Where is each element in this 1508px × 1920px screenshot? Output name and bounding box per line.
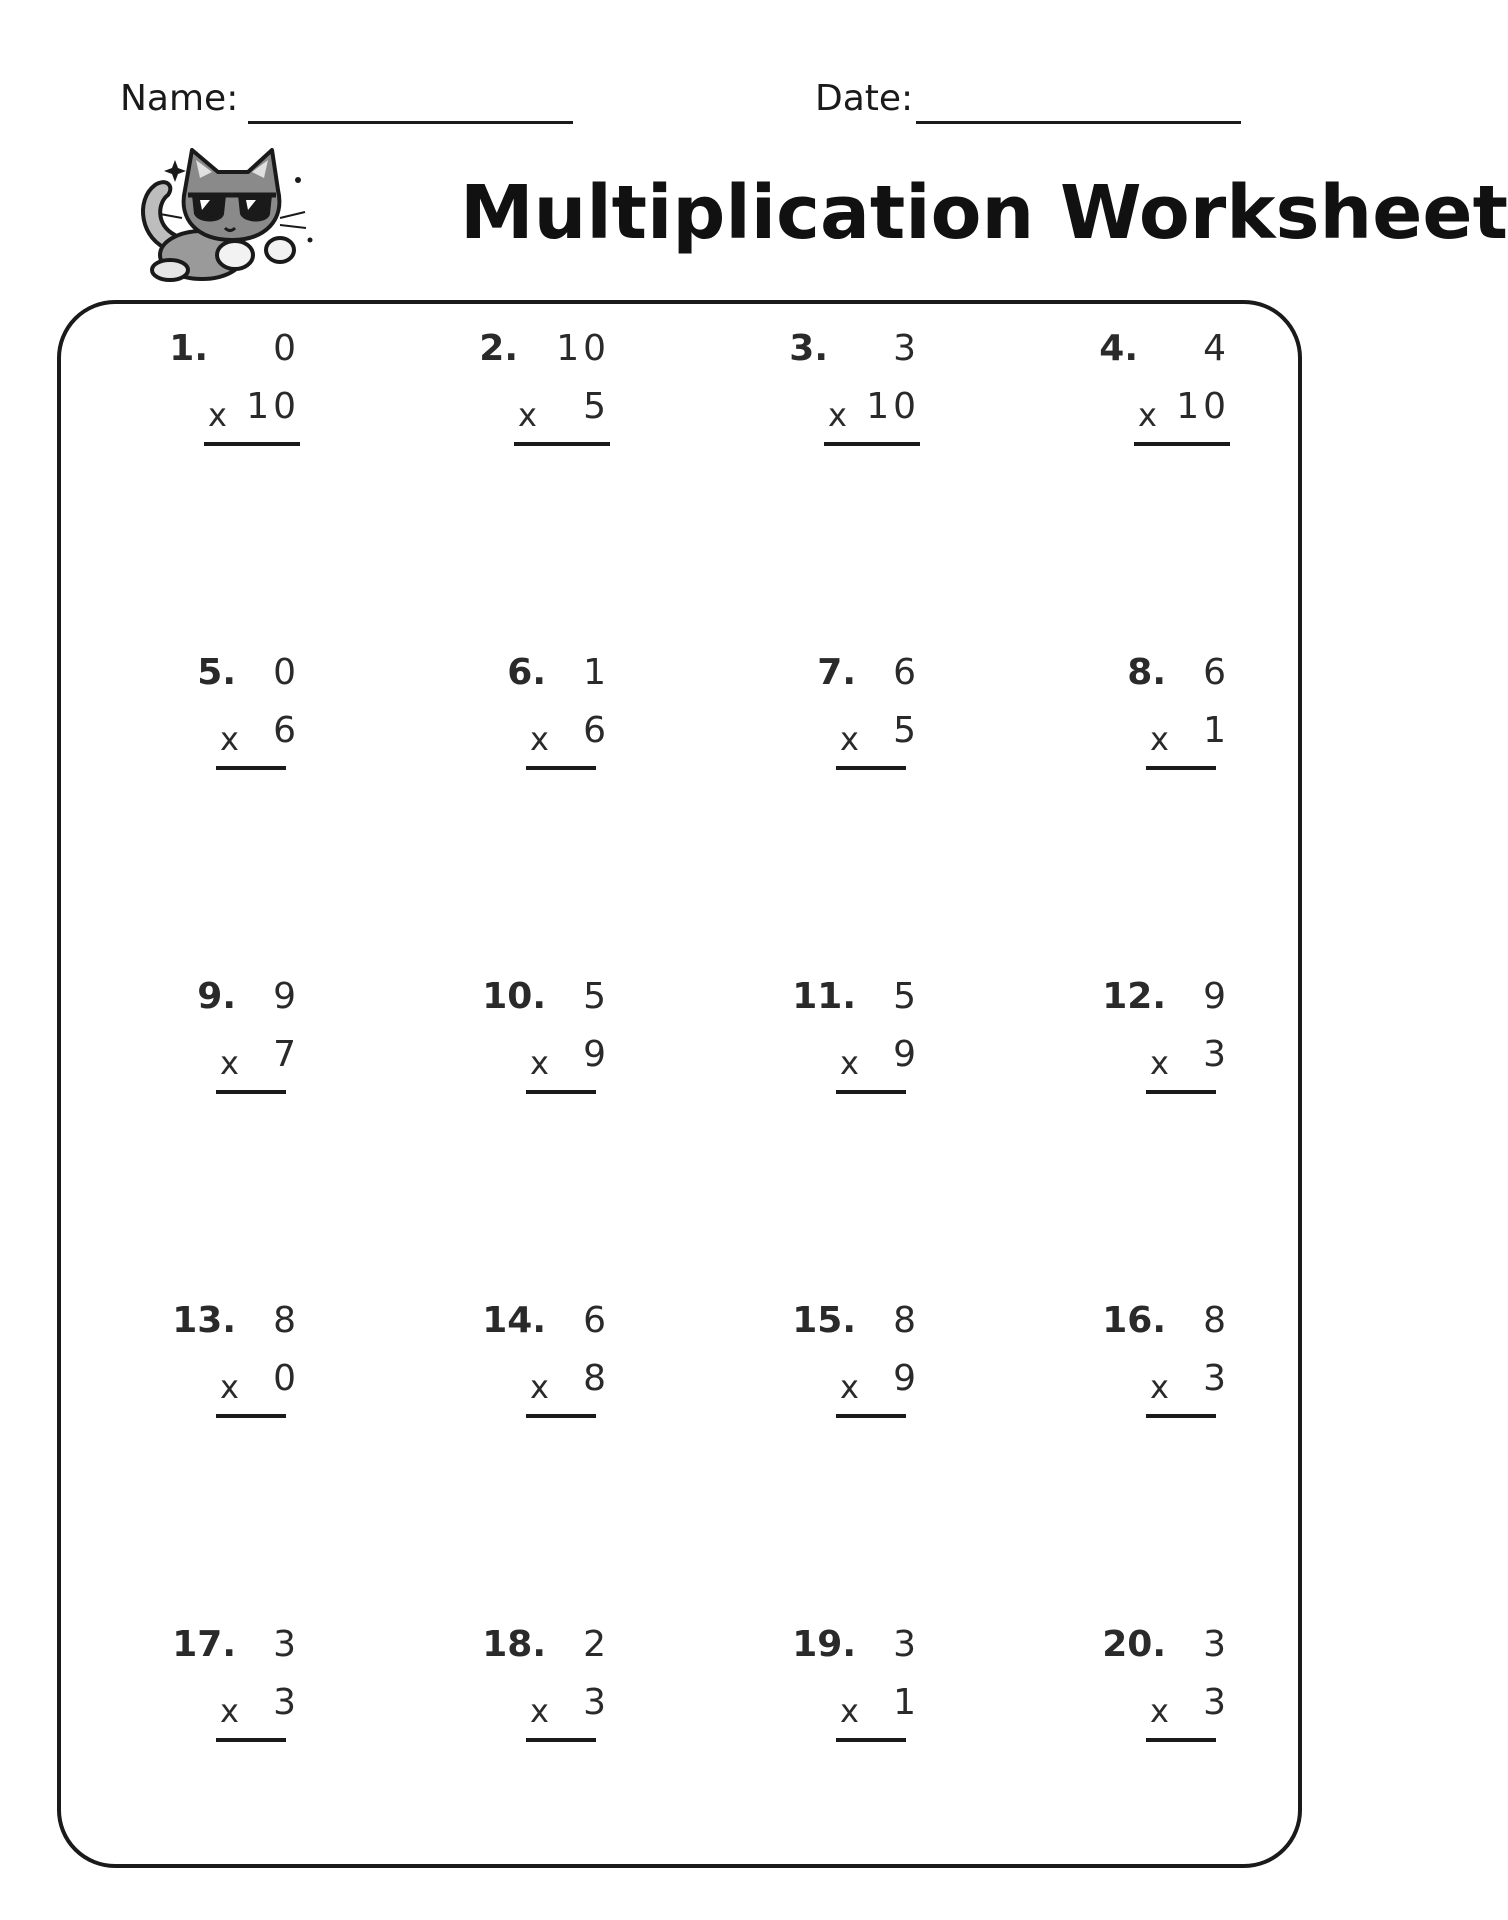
name-field[interactable] bbox=[120, 78, 238, 119]
multiplicand: 6 bbox=[1203, 652, 1230, 693]
problem-6 bbox=[350, 652, 610, 792]
multiplier: 9 bbox=[893, 1034, 920, 1075]
problem-3 bbox=[660, 328, 920, 468]
answer-line[interactable] bbox=[514, 442, 610, 446]
multiplier: 6 bbox=[583, 710, 610, 751]
name-label: Name: bbox=[120, 78, 239, 119]
problem-number: 20. bbox=[1102, 1624, 1166, 1665]
problem-16 bbox=[970, 1300, 1230, 1440]
problem-number: 13. bbox=[172, 1300, 236, 1341]
multiplicand: 3 bbox=[893, 328, 920, 369]
problem-14 bbox=[350, 1300, 610, 1440]
name-blank-line[interactable] bbox=[248, 121, 573, 124]
times-sign: x bbox=[220, 720, 239, 758]
multiplier: 10 bbox=[246, 386, 300, 427]
multiplier: 10 bbox=[866, 386, 920, 427]
times-sign: x bbox=[530, 1368, 549, 1406]
cat-with-sunglasses-icon bbox=[130, 140, 330, 285]
times-sign: x bbox=[840, 1044, 859, 1082]
problem-number: 19. bbox=[792, 1624, 856, 1665]
multiplier: 9 bbox=[583, 1034, 610, 1075]
problem-5 bbox=[40, 652, 300, 792]
multiplicand: 10 bbox=[556, 328, 610, 369]
problem-8 bbox=[970, 652, 1230, 792]
problem-4 bbox=[970, 328, 1230, 468]
date-field[interactable] bbox=[815, 78, 913, 119]
times-sign: x bbox=[530, 1044, 549, 1082]
times-sign: x bbox=[530, 720, 549, 758]
times-sign: x bbox=[220, 1692, 239, 1730]
multiplicand: 4 bbox=[1203, 328, 1230, 369]
times-sign: x bbox=[840, 1692, 859, 1730]
problem-15 bbox=[660, 1300, 920, 1440]
answer-line[interactable] bbox=[836, 1414, 906, 1418]
problem-number: 1. bbox=[169, 328, 208, 369]
answer-line[interactable] bbox=[204, 442, 300, 446]
problem-7 bbox=[660, 652, 920, 792]
multiplier: 7 bbox=[273, 1034, 300, 1075]
answer-line[interactable] bbox=[526, 1738, 596, 1742]
multiplier: 8 bbox=[583, 1358, 610, 1399]
answer-line[interactable] bbox=[824, 442, 920, 446]
problem-1 bbox=[40, 328, 300, 468]
multiplier: 3 bbox=[1203, 1682, 1230, 1723]
multiplicand: 5 bbox=[583, 976, 610, 1017]
problem-number: 6. bbox=[507, 652, 546, 693]
multiplicand: 5 bbox=[893, 976, 920, 1017]
multiplier: 5 bbox=[583, 386, 610, 427]
multiplier: 3 bbox=[1203, 1034, 1230, 1075]
problem-number: 18. bbox=[482, 1624, 546, 1665]
problem-17 bbox=[40, 1624, 300, 1764]
problem-number: 7. bbox=[817, 652, 856, 693]
multiplicand: 8 bbox=[893, 1300, 920, 1341]
answer-line[interactable] bbox=[836, 1090, 906, 1094]
answer-line[interactable] bbox=[526, 1414, 596, 1418]
answer-line[interactable] bbox=[216, 1090, 286, 1094]
answer-line[interactable] bbox=[216, 766, 286, 770]
times-sign: x bbox=[208, 396, 227, 434]
multiplier: 1 bbox=[1203, 710, 1230, 751]
multiplier: 0 bbox=[273, 1358, 300, 1399]
multiplicand: 3 bbox=[1203, 1624, 1230, 1665]
multiplicand: 0 bbox=[273, 328, 300, 369]
multiplicand: 8 bbox=[273, 1300, 300, 1341]
problem-18 bbox=[350, 1624, 610, 1764]
times-sign: x bbox=[518, 396, 537, 434]
multiplicand: 9 bbox=[273, 976, 300, 1017]
multiplier: 5 bbox=[893, 710, 920, 751]
problem-number: 8. bbox=[1127, 652, 1166, 693]
problem-number: 9. bbox=[197, 976, 236, 1017]
page-title: Multiplication Worksheet bbox=[460, 170, 1508, 256]
times-sign: x bbox=[220, 1368, 239, 1406]
problem-number: 4. bbox=[1099, 328, 1138, 369]
problem-number: 11. bbox=[792, 976, 856, 1017]
times-sign: x bbox=[1150, 1044, 1169, 1082]
answer-line[interactable] bbox=[836, 766, 906, 770]
multiplicand: 3 bbox=[273, 1624, 300, 1665]
problem-12 bbox=[970, 976, 1230, 1116]
multiplicand: 3 bbox=[893, 1624, 920, 1665]
multiplicand: 1 bbox=[583, 652, 610, 693]
multiplier: 6 bbox=[273, 710, 300, 751]
answer-line[interactable] bbox=[836, 1738, 906, 1742]
multiplier: 3 bbox=[1203, 1358, 1230, 1399]
answer-line[interactable] bbox=[1146, 1414, 1216, 1418]
answer-line[interactable] bbox=[1146, 1090, 1216, 1094]
times-sign: x bbox=[828, 396, 847, 434]
times-sign: x bbox=[1138, 396, 1157, 434]
answer-line[interactable] bbox=[216, 1414, 286, 1418]
multiplier: 1 bbox=[893, 1682, 920, 1723]
times-sign: x bbox=[530, 1692, 549, 1730]
times-sign: x bbox=[1150, 1368, 1169, 1406]
problem-10 bbox=[350, 976, 610, 1116]
problem-number: 12. bbox=[1102, 976, 1166, 1017]
problem-9 bbox=[40, 976, 300, 1116]
multiplier: 9 bbox=[893, 1358, 920, 1399]
multiplicand: 8 bbox=[1203, 1300, 1230, 1341]
multiplicand: 9 bbox=[1203, 976, 1230, 1017]
problem-2 bbox=[350, 328, 610, 468]
times-sign: x bbox=[840, 720, 859, 758]
problem-13 bbox=[40, 1300, 300, 1440]
date-blank-line[interactable] bbox=[916, 121, 1241, 124]
times-sign: x bbox=[840, 1368, 859, 1406]
problem-number: 10. bbox=[482, 976, 546, 1017]
multiplicand: 0 bbox=[273, 652, 300, 693]
multiplicand: 6 bbox=[583, 1300, 610, 1341]
answer-line[interactable] bbox=[526, 766, 596, 770]
times-sign: x bbox=[1150, 720, 1169, 758]
problem-number: 3. bbox=[789, 328, 828, 369]
problem-19 bbox=[660, 1624, 920, 1764]
problem-number: 14. bbox=[482, 1300, 546, 1341]
answer-line[interactable] bbox=[1146, 1738, 1216, 1742]
problem-20 bbox=[970, 1624, 1230, 1764]
problem-number: 16. bbox=[1102, 1300, 1166, 1341]
problem-number: 5. bbox=[197, 652, 236, 693]
answer-line[interactable] bbox=[526, 1090, 596, 1094]
multiplicand: 2 bbox=[583, 1624, 610, 1665]
multiplier: 3 bbox=[273, 1682, 300, 1723]
date-label: Date: bbox=[815, 78, 914, 119]
answer-line[interactable] bbox=[216, 1738, 286, 1742]
problem-11 bbox=[660, 976, 920, 1116]
problem-number: 2. bbox=[479, 328, 518, 369]
multiplier: 10 bbox=[1176, 386, 1230, 427]
multiplier: 3 bbox=[583, 1682, 610, 1723]
times-sign: x bbox=[1150, 1692, 1169, 1730]
answer-line[interactable] bbox=[1146, 766, 1216, 770]
answer-line[interactable] bbox=[1134, 442, 1230, 446]
multiplicand: 6 bbox=[893, 652, 920, 693]
problem-number: 17. bbox=[172, 1624, 236, 1665]
times-sign: x bbox=[220, 1044, 239, 1082]
problem-number: 15. bbox=[792, 1300, 856, 1341]
